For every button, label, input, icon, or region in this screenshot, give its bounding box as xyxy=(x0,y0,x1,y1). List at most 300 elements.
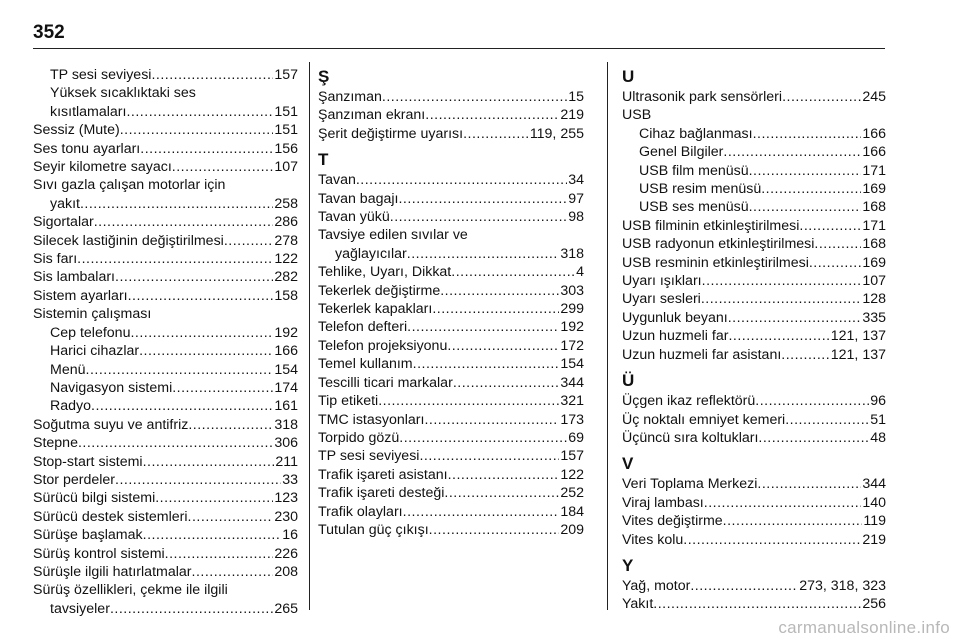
index-entry-label: Tekerlek kapakları xyxy=(318,301,433,318)
index-entry-label: Tutulan güç çıkışı xyxy=(318,521,429,538)
index-entry-page: 69 xyxy=(568,429,584,446)
index-entry-page: 121, 137 xyxy=(830,328,886,345)
index-entry-page: 169 xyxy=(862,181,886,198)
index-entry-label: Silecek lastiğinin değiştirilmesi xyxy=(33,232,224,249)
index-entry xyxy=(318,125,584,143)
index-entry xyxy=(33,66,298,84)
dot-leader xyxy=(126,103,273,121)
index-entry-page: 123 xyxy=(274,490,298,507)
index-entry-label: TP sesi seviyesi xyxy=(318,448,420,465)
index-entry xyxy=(622,327,886,345)
dot-leader xyxy=(390,208,567,226)
column-divider xyxy=(309,62,310,610)
dot-leader xyxy=(419,447,559,465)
index-entry xyxy=(318,282,584,300)
dot-leader xyxy=(382,88,567,106)
index-entry xyxy=(33,453,298,471)
index-entry-label: Şerit değiştirme uyarısı xyxy=(318,125,464,142)
index-entry-label: Uygunluk beyanı xyxy=(622,309,728,326)
index-entry-page: 174 xyxy=(274,379,298,396)
index-entry-label: Telefon defteri xyxy=(318,319,408,336)
index-entry-page: 226 xyxy=(274,545,298,562)
index-entry xyxy=(622,143,886,161)
index-entry-label: USB resim menüsü xyxy=(639,181,762,198)
dot-leader xyxy=(749,162,862,180)
index-entry xyxy=(318,503,584,521)
index-entry xyxy=(622,309,886,327)
index-entry-label: Uyarı ışıkları xyxy=(622,273,702,290)
index-entry xyxy=(622,595,886,613)
index-entry-label: Uzun huzmeli far xyxy=(622,328,729,345)
dot-leader xyxy=(115,268,273,286)
index-entry-page: 306 xyxy=(274,435,298,452)
index-entry xyxy=(622,429,886,447)
index-entry-label: Viraj lambası xyxy=(622,494,704,511)
index-entry-label: Sis farı xyxy=(33,251,78,268)
index-entry-page: 273, 318, 323 xyxy=(799,577,886,594)
index-entry-label: Menü xyxy=(50,361,86,378)
index-entry-page: 157 xyxy=(560,448,584,465)
index-entry-label: TP sesi seviyesi xyxy=(50,67,152,83)
index-entry-page: 299 xyxy=(560,301,584,318)
index-letter-heading: U xyxy=(622,67,635,86)
index-entry-page: 97 xyxy=(568,190,584,207)
index-entry-page: 154 xyxy=(560,356,584,373)
dot-leader xyxy=(444,484,559,502)
index-entry-page: 4 xyxy=(576,264,584,281)
dot-leader xyxy=(188,416,273,434)
index-entry xyxy=(622,290,886,308)
dot-leader xyxy=(172,379,273,397)
index-entry-page: 265 xyxy=(274,600,298,617)
dot-leader xyxy=(785,411,869,429)
index-entry-page: 335 xyxy=(862,309,886,326)
index-entry xyxy=(33,361,298,379)
dot-leader xyxy=(78,434,273,452)
index-entry xyxy=(622,180,886,198)
index-entry xyxy=(622,254,886,272)
dot-leader xyxy=(781,346,829,364)
index-entry-label: Sessiz (Mute) xyxy=(33,122,120,139)
index-entry xyxy=(318,429,584,447)
index-entry-label: Vites değiştirme xyxy=(622,513,723,530)
dot-leader xyxy=(702,272,862,290)
index-entry-label: Tavan bagajı xyxy=(318,190,399,207)
index-entry-label: Sürücü destek sistemleri xyxy=(33,508,188,525)
index-entry xyxy=(622,531,886,549)
index-entry-label: Ultrasonik park sensörleri xyxy=(622,89,783,105)
index-entry xyxy=(33,434,298,452)
index-entry-label: Yağ, motor xyxy=(622,577,691,594)
index-entry xyxy=(33,342,298,360)
index-entry xyxy=(318,411,584,429)
index-entry-label: Veri Toplama Merkezi xyxy=(622,476,758,493)
dot-leader xyxy=(447,337,559,355)
index-entry-page: 16 xyxy=(282,527,298,544)
index-entry-page: 119 xyxy=(863,513,886,530)
index-entry-page: 209 xyxy=(560,521,584,538)
index-entry xyxy=(318,245,584,263)
index-entry-page: 154 xyxy=(274,361,298,378)
index-entry-label: Üç noktalı emniyet kemeri xyxy=(622,411,786,428)
index-entry xyxy=(33,232,298,250)
dot-leader xyxy=(761,180,861,198)
dot-leader xyxy=(463,125,529,143)
index-entry-label: Tescilli ticari markalar xyxy=(318,374,453,391)
index-entry-label: Stepne xyxy=(33,435,78,452)
index-entry-page: 15 xyxy=(568,89,584,105)
dot-leader xyxy=(432,300,559,318)
index-entry-page: 173 xyxy=(560,411,584,428)
index-entry xyxy=(318,88,584,106)
dot-leader xyxy=(151,66,273,84)
index-entry-page: 252 xyxy=(560,485,584,502)
index-entry-page: 98 xyxy=(568,209,584,226)
index-entry xyxy=(33,526,298,544)
index-entry-page: 192 xyxy=(560,319,584,336)
index-entry-label: Temel kullanım xyxy=(318,356,413,373)
index-entry-label: Tekerlek değiştirme xyxy=(318,282,441,299)
dot-leader xyxy=(723,512,863,530)
dot-leader xyxy=(80,195,273,213)
index-entry-label: Şanzıman xyxy=(318,89,382,105)
dot-leader xyxy=(188,508,274,526)
dot-leader xyxy=(704,494,862,512)
dot-leader xyxy=(120,121,274,139)
index-entry-page: 344 xyxy=(560,374,584,391)
index-entry-label: USB film menüsü xyxy=(639,162,749,179)
dot-leader xyxy=(440,282,559,300)
index-entry-label: Sistemin çalışması xyxy=(33,306,152,323)
index-entry-page: 107 xyxy=(862,273,886,290)
index-entry-page: 169 xyxy=(862,254,886,271)
index-entry xyxy=(318,208,584,226)
index-entry-label: TMC istasyonları xyxy=(318,411,425,428)
index-entry xyxy=(622,88,886,106)
index-entry xyxy=(33,563,298,581)
index-entry-page: 278 xyxy=(274,232,298,249)
index-entry-page: 51 xyxy=(870,411,886,428)
index-entry xyxy=(622,494,886,512)
index-entry xyxy=(33,379,298,397)
index-entry-label: Soğutma suyu ve antifriz xyxy=(33,416,189,433)
index-entry-page: 151 xyxy=(274,122,298,139)
index-entry xyxy=(33,158,298,176)
index-entry-page: 219 xyxy=(862,531,886,548)
index-entry-page: 303 xyxy=(560,282,584,299)
dot-leader xyxy=(86,361,274,379)
index-entry-label: Uyarı sesleri xyxy=(622,291,701,308)
index-entry-page: 161 xyxy=(274,398,298,415)
dot-leader xyxy=(453,374,560,392)
index-entry xyxy=(33,103,298,121)
dot-leader xyxy=(723,143,861,161)
index-entry-label: Uzun huzmeli far asistanı xyxy=(622,346,782,363)
dot-leader xyxy=(799,217,861,235)
index-entry xyxy=(318,337,584,355)
index-entry-page: 286 xyxy=(274,214,298,231)
index-entry-page: 211 xyxy=(275,453,298,470)
index-column-1 xyxy=(33,66,298,618)
index-entry-page: 34 xyxy=(568,172,584,189)
index-entry-label: Trafik işareti desteği xyxy=(318,485,445,502)
index-entry-page: 282 xyxy=(274,269,298,286)
index-entry-page: 128 xyxy=(862,291,886,308)
index-entry-page: 158 xyxy=(274,287,298,304)
dot-leader xyxy=(77,250,273,268)
index-entry xyxy=(318,374,584,392)
dot-leader xyxy=(398,190,567,208)
dot-leader xyxy=(782,88,861,106)
index-entry xyxy=(33,508,298,526)
index-entry xyxy=(318,263,584,281)
index-entry-page: 122 xyxy=(274,251,298,268)
dot-leader xyxy=(140,140,273,158)
dot-leader xyxy=(155,489,273,507)
dot-leader xyxy=(143,526,282,544)
index-entry xyxy=(622,392,886,410)
index-entry xyxy=(318,106,584,124)
dot-leader xyxy=(172,158,274,176)
column-divider xyxy=(607,62,608,610)
index-entry-page: 171 xyxy=(862,162,886,179)
index-entry-page: 33 xyxy=(282,471,298,488)
index-entry xyxy=(622,235,886,253)
index-entry xyxy=(318,171,584,189)
index-entry xyxy=(622,272,886,290)
dot-leader xyxy=(814,235,861,253)
index-entry-page: 245 xyxy=(862,89,886,105)
index-entry-page: 166 xyxy=(862,125,886,142)
dot-leader xyxy=(424,411,559,429)
index-entry-label: Genel Bilgiler xyxy=(639,144,724,161)
index-entry xyxy=(622,125,886,143)
index-entry-label: Vites kolu xyxy=(622,531,684,548)
index-entry-label: USB ses menüsü xyxy=(639,199,749,216)
index-entry-label: Tavsiye edilen sıvılar ve xyxy=(318,227,468,244)
index-entry xyxy=(622,411,886,429)
index-entry-label: USB resminin etkinleştirilmesi xyxy=(622,254,809,271)
index-entry-page: 318 xyxy=(560,245,584,262)
index-entry-label: USB filminin etkinleştirilmesi xyxy=(622,217,800,234)
index-entry xyxy=(33,416,298,434)
index-entry-label: Sıvı gazla çalışan motorlar için xyxy=(33,177,226,194)
dot-leader xyxy=(809,254,861,272)
dot-leader xyxy=(413,355,560,373)
index-entry-label: Sistem ayarları xyxy=(33,287,128,304)
index-entry-page: 318 xyxy=(274,416,298,433)
index-entry-label: Torpido gözü xyxy=(318,429,400,446)
index-entry-label: Sürüşe başlamak xyxy=(33,527,143,544)
index-entry xyxy=(33,195,298,213)
index-entry xyxy=(33,140,298,158)
index-entry-label: Yüksek sıcaklıktaki ses xyxy=(50,85,196,102)
dot-leader xyxy=(425,106,559,124)
page-number: 352 xyxy=(33,22,65,43)
dot-leader xyxy=(755,392,869,410)
index-entry-page: 168 xyxy=(862,236,886,253)
dot-leader xyxy=(728,327,829,345)
dot-leader xyxy=(429,521,560,539)
index-entry-label: Tavan xyxy=(318,172,356,189)
index-entry xyxy=(622,162,886,180)
dot-leader xyxy=(143,453,275,471)
index-entry-page: 157 xyxy=(274,67,298,83)
index-entry xyxy=(33,471,298,489)
index-entry-label: Seyir kilometre sayacı xyxy=(33,159,172,176)
index-entry-label: Sis lambaları xyxy=(33,269,116,286)
index-entry-page: 192 xyxy=(274,324,298,341)
index-entry-label: Sürücü bilgi sistemi xyxy=(33,490,156,507)
index-entry-label: USB radyonun etkinleştirilmesi xyxy=(622,236,815,253)
index-letter-heading: Ş xyxy=(318,67,330,86)
index-entry-label: Tehlike, Uyarı, Dikkat xyxy=(318,264,452,281)
index-entry-label: Şanzıman ekranı xyxy=(318,107,426,124)
index-entry-label: Sürüş kontrol sistemi xyxy=(33,545,165,562)
header-rule xyxy=(33,48,885,49)
dot-leader xyxy=(653,595,861,613)
index-entry-page: 344 xyxy=(862,476,886,493)
index-entry-label: yakıt xyxy=(50,195,80,212)
index-entry-page: 122 xyxy=(560,466,584,483)
index-entry-label: Trafik işareti asistanı xyxy=(318,466,448,483)
index-entry-label: Tavan yükü xyxy=(318,209,390,226)
dot-leader xyxy=(399,429,567,447)
index-entry-label: Telefon projeksiyonu xyxy=(318,337,448,354)
index-letter-heading: Ü xyxy=(622,371,635,391)
index-column-3 xyxy=(622,66,886,614)
dot-leader xyxy=(139,342,273,360)
index-entry-page: 172 xyxy=(560,337,584,354)
index-entry-page: 121, 137 xyxy=(830,346,886,363)
index-entry xyxy=(318,466,584,484)
dot-leader xyxy=(130,324,273,342)
index-entry xyxy=(318,392,584,410)
index-entry-page: 166 xyxy=(862,144,886,161)
index-entry-label: Üçüncü sıra koltukları xyxy=(622,429,759,446)
dot-leader xyxy=(91,397,273,415)
index-entry-label: Radyo xyxy=(50,398,92,415)
index-entry-label: Cep telefonu xyxy=(50,324,131,341)
index-entry-label: Navigasyon sistemi xyxy=(50,379,173,396)
index-entry-page: 230 xyxy=(274,508,298,525)
dot-leader xyxy=(407,318,559,336)
index-entry-label: Ses tonu ayarları xyxy=(33,140,141,157)
index-entry xyxy=(318,190,584,208)
index-entry xyxy=(622,512,886,530)
dot-leader xyxy=(753,125,862,143)
index-entry xyxy=(33,121,298,139)
dot-leader xyxy=(110,600,273,618)
dot-leader xyxy=(378,392,559,410)
index-entry-page: 168 xyxy=(862,199,886,216)
dot-leader xyxy=(403,503,560,521)
dot-leader xyxy=(192,563,274,581)
index-entry-page: 171 xyxy=(862,217,886,234)
index-letter-heading: Y xyxy=(622,555,634,575)
index-entry-label: yağlayıcılar xyxy=(335,245,407,262)
index-entry xyxy=(33,213,298,231)
dot-leader xyxy=(94,213,274,231)
index-entry-page: 184 xyxy=(560,503,584,520)
index-entry xyxy=(33,397,298,415)
index-entry-label: Stop-start sistemi xyxy=(33,453,143,470)
index-entry-label: Sürüş özellikleri, çekme ile ilgili xyxy=(33,582,228,599)
index-entry xyxy=(318,484,584,502)
index-entry-label: Cihaz bağlanması xyxy=(639,125,753,142)
dot-leader xyxy=(757,475,861,493)
index-entry xyxy=(622,577,886,595)
index-entry-page: 119, 255 xyxy=(529,125,584,142)
dot-leader xyxy=(356,171,567,189)
index-entry xyxy=(318,521,584,539)
index-entry xyxy=(318,447,584,465)
index-entry-label: Sürüşle ilgili hatırlatmalar xyxy=(33,563,192,580)
index-entry-page: 166 xyxy=(274,343,298,360)
index-entry-label: Stor perdeler xyxy=(33,471,116,488)
index-entry-page: 219 xyxy=(560,107,584,124)
index-entry-page: 256 xyxy=(862,596,886,613)
index-entry-label: Sigortalar xyxy=(33,214,94,231)
dot-leader xyxy=(448,466,560,484)
index-entry xyxy=(33,324,298,342)
index-entry xyxy=(33,287,298,305)
index-entry xyxy=(318,355,584,373)
dot-leader xyxy=(451,263,575,281)
footer-watermark: carmanualsonline.info xyxy=(778,618,950,637)
dot-leader xyxy=(115,471,281,489)
index-entry-page: 140 xyxy=(862,494,886,511)
index-entry-page: 156 xyxy=(274,140,298,157)
index-entry-page: 208 xyxy=(274,563,298,580)
index-entry xyxy=(318,318,584,336)
index-entry-label: Üçgen ikaz reflektörü xyxy=(622,393,756,410)
index-entry-label: Trafik olayları xyxy=(318,503,403,520)
index-entry-page: 151 xyxy=(274,103,298,120)
index-entry xyxy=(33,250,298,268)
index-letter-heading: T xyxy=(318,150,329,170)
index-entry xyxy=(622,346,886,364)
dot-leader xyxy=(701,290,861,308)
dot-leader xyxy=(683,531,861,549)
index-entry-page: 96 xyxy=(870,393,886,410)
index-column-2 xyxy=(318,66,584,539)
index-entry-label: USB xyxy=(622,107,652,124)
index-entry xyxy=(33,268,298,286)
dot-leader xyxy=(407,245,560,263)
index-entry-label: Tip etiketi xyxy=(318,393,379,410)
index-entry-page: 107 xyxy=(274,159,298,176)
index-entry xyxy=(33,545,298,563)
index-entry xyxy=(622,475,886,493)
index-entry xyxy=(622,217,886,235)
index-entry-label: kısıtlamaları xyxy=(50,103,127,120)
index-entry xyxy=(622,198,886,216)
dot-leader xyxy=(758,429,869,447)
dot-leader xyxy=(165,545,274,563)
index-letter-heading: V xyxy=(622,454,634,474)
index-entry-label: Harici cihazlar xyxy=(50,343,140,360)
index-entry xyxy=(33,489,298,507)
dot-leader xyxy=(224,232,274,250)
index-entry-label: tavsiyeler xyxy=(50,600,110,617)
index-entry xyxy=(318,300,584,318)
dot-leader xyxy=(749,198,862,216)
index-entry-page: 321 xyxy=(560,393,584,410)
dot-leader xyxy=(690,577,798,595)
index-entry-label: Yakıt xyxy=(622,596,654,613)
index-entry xyxy=(33,600,298,618)
